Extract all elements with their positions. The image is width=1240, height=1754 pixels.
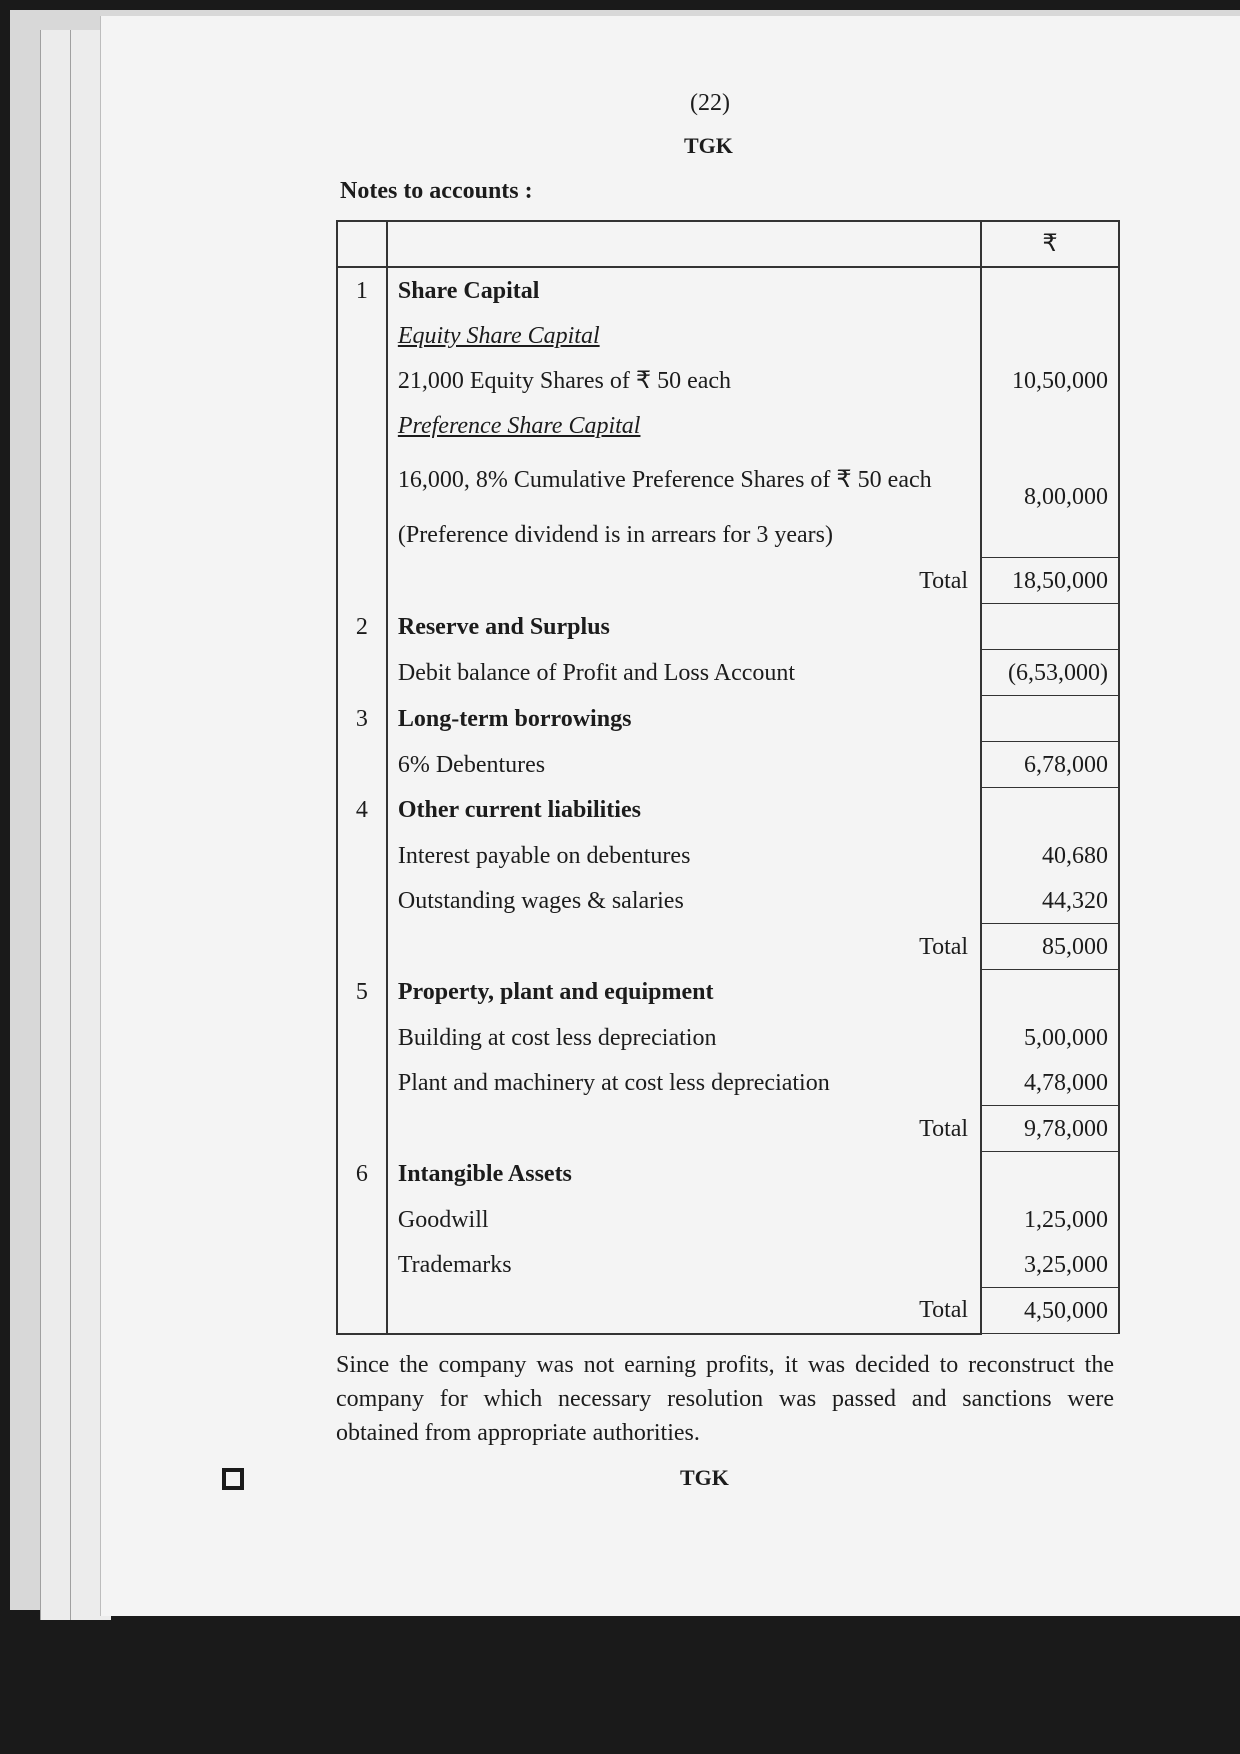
- table-row: [337, 788, 1119, 834]
- line-item-label: Building at cost less depreciation: [397, 1024, 717, 1051]
- closing-paragraph: Since the company was not earning profits, it was decided to reconstruct the company for which necessary resolution was passed and sanctions were obtained from appropriate authorities.: [336, 1352, 1114, 1446]
- table-row: [337, 313, 1119, 358]
- currency-header: ₹: [981, 221, 1119, 267]
- line-item-amount: 1,25,000: [981, 1197, 1119, 1242]
- particulars-header: [387, 221, 981, 267]
- table-row: [337, 878, 1119, 924]
- note-heading: Share Capital: [397, 277, 540, 304]
- table-row: [337, 1288, 1119, 1334]
- note-number: 1: [337, 267, 387, 313]
- note-heading: Reserve and Surplus: [397, 613, 610, 640]
- table-row: [337, 1242, 1119, 1288]
- total-label: Total: [919, 933, 969, 960]
- line-item-amount: 10,50,000: [981, 358, 1119, 403]
- line-item-amount: 44,320: [981, 878, 1119, 924]
- table-row: [337, 924, 1119, 970]
- note-heading: Long-term borrowings: [397, 705, 632, 732]
- table-row: [337, 512, 1119, 558]
- notes-table: [336, 220, 1120, 1335]
- square-mark-icon: [222, 1468, 244, 1490]
- table-row: [337, 650, 1119, 696]
- line-item-label: Plant and machinery at cost less depreciation: [397, 1069, 830, 1096]
- table-row: [337, 1060, 1119, 1106]
- table-row: [337, 1106, 1119, 1152]
- line-item-amount: 4,78,000: [981, 1060, 1119, 1106]
- total-label: Total: [919, 1115, 969, 1142]
- line-item-label: 16,000, 8% Cumulative Preference Shares of ₹ 50 each: [397, 467, 932, 493]
- line-item-label: 6% Debentures: [397, 751, 546, 778]
- note-heading: Intangible Assets: [397, 1161, 572, 1188]
- note-number: 5: [337, 970, 387, 1016]
- line-item-label: Goodwill: [397, 1206, 489, 1233]
- table-row: [337, 604, 1119, 650]
- table-row: [337, 558, 1119, 604]
- table-row: [337, 1152, 1119, 1198]
- line-item-label: Interest payable on debentures: [397, 842, 691, 869]
- table-row: [337, 970, 1119, 1016]
- table-row: [337, 696, 1119, 742]
- header-code: TGK: [684, 133, 733, 158]
- table-row: [337, 742, 1119, 788]
- total-amount: 18,50,000: [981, 558, 1119, 604]
- line-item-amount: 6,78,000: [981, 742, 1119, 788]
- table-row: [337, 358, 1119, 403]
- note-subheading: Preference Share Capital: [397, 412, 641, 439]
- note-number: 3: [337, 696, 387, 742]
- table-row: [337, 1197, 1119, 1242]
- line-item-amount: 5,00,000: [981, 1015, 1119, 1060]
- note-number: 6: [337, 1152, 387, 1198]
- total-label: Total: [919, 1297, 969, 1323]
- table-row: [337, 833, 1119, 878]
- line-item-label: Debit balance of Profit and Loss Account: [397, 659, 796, 686]
- total-amount: 4,50,000: [981, 1288, 1119, 1334]
- line-item-label: Trademarks: [397, 1251, 512, 1278]
- table-header-row: [337, 221, 1119, 267]
- table-row: [337, 267, 1119, 313]
- note-number: 2: [337, 604, 387, 650]
- note-remark: (Preference dividend is in arrears for 3 years): [397, 521, 833, 548]
- note-number-header: [337, 221, 387, 267]
- notes-title: Notes to accounts :: [340, 178, 533, 204]
- total-amount: 9,78,000: [981, 1106, 1119, 1152]
- table-row: [337, 403, 1119, 448]
- line-item-amount: 3,25,000: [981, 1242, 1119, 1288]
- total-label: Total: [919, 567, 969, 594]
- table-row: [337, 448, 1119, 512]
- line-item-label: 21,000 Equity Shares of ₹ 50 each: [397, 367, 732, 394]
- line-item-amount: (6,53,000): [981, 650, 1119, 696]
- page-number: (22): [690, 90, 730, 116]
- note-heading: Other current liabilities: [397, 797, 641, 824]
- total-amount: 85,000: [981, 924, 1119, 970]
- line-item-amount: 8,00,000: [981, 448, 1119, 512]
- note-heading: Property, plant and equipment: [397, 979, 714, 1006]
- table-row: [337, 1015, 1119, 1060]
- line-item-label: Outstanding wages & salaries: [397, 887, 684, 914]
- note-subheading: Equity Share Capital: [397, 322, 600, 349]
- footer-code: TGK: [680, 1465, 729, 1490]
- line-item-amount: 40,680: [981, 833, 1119, 878]
- note-number: 4: [337, 788, 387, 834]
